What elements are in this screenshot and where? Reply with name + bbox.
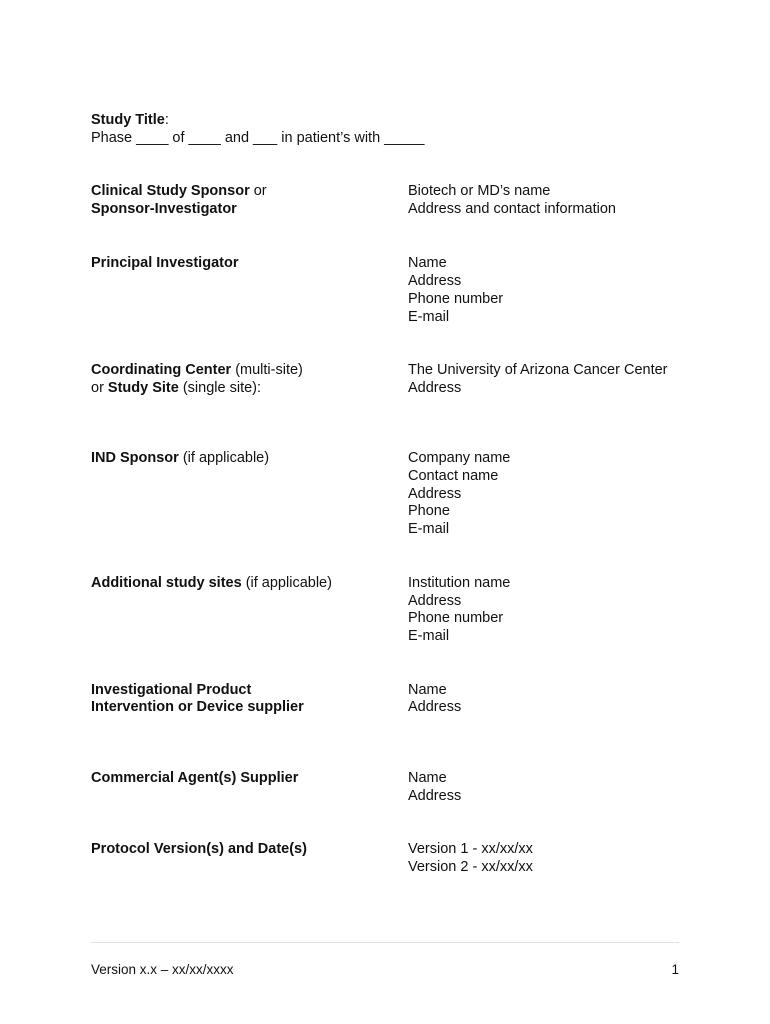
ind-label [91,449,269,467]
coord-label-pre-2: or [91,380,108,396]
sponsor-label-line-1 [91,182,267,200]
ind-label-bold: IND Sponsor [91,450,179,466]
coord-label-rest-1: (multi-site) [231,362,303,378]
study-phase-line: Phase ____ of ____ and ___ in patient’s with _____ [91,130,425,146]
pi-value-address: Address [408,273,462,289]
protocol-label-bold: Protocol Version(s) and Date(s) [91,841,307,857]
ind-value-address: Address [408,486,462,502]
product-value-address: Address [408,699,462,715]
coord-label-line-2 [91,379,261,397]
pi-value-phone: Phone number [408,291,504,307]
agent-value-address: Address [408,788,462,804]
sites-label-bold: Additional study sites [91,575,242,591]
sponsor-label-bold-1: Clinical Study Sponsor [91,183,250,199]
ind-value-email: E-mail [408,521,450,537]
study-title-colon: : [164,112,169,128]
sites-label-rest: (if applicable) [241,575,332,591]
agent-label [91,769,298,787]
product-label-line-2 [91,698,304,716]
study-title-label: Study Title [91,112,165,128]
product-label-bold-1: Investigational Product [91,682,252,698]
sponsor-value-name: Biotech or MD’s name [408,183,551,199]
agent-label-bold: Commercial Agent(s) Supplier [91,770,299,786]
sponsor-label-rest-1: or [249,183,267,199]
coord-label-bold-1: Coordinating Center [91,362,232,378]
pi-label-bold: Principal Investigator [91,255,239,271]
sponsor-label-line-2 [91,200,237,218]
footer-version: Version x.x – xx/xx/xxxx [91,962,234,977]
coord-label-bold-2: Study Site [107,380,179,396]
coord-value-address: Address [408,380,462,396]
coord-value-institution: The University of Arizona Cancer Center [408,362,668,378]
protocol-label [91,840,307,858]
coord-label-line-1 [91,361,303,379]
protocol-value-version-2: Version 2 - xx/xx/xx [408,859,533,875]
sites-value-institution: Institution name [408,575,511,591]
pi-value-email: E-mail [408,309,450,325]
study-title-heading [91,111,169,129]
product-label-bold-2: Intervention or Device supplier [91,699,304,715]
sponsor-label-bold-2: Sponsor-Investigator [91,201,237,217]
ind-value-contact: Contact name [408,468,499,484]
pi-label [91,254,238,272]
product-value-name: Name [408,682,447,698]
product-label-line-1 [91,681,251,699]
sites-label [91,574,332,592]
protocol-value-version-1: Version 1 - xx/xx/xx [408,841,533,857]
footer-divider [91,942,679,943]
ind-label-rest: (if applicable) [178,450,270,466]
sponsor-value-address: Address and contact information [408,201,616,217]
ind-value-phone: Phone [408,503,450,519]
sites-value-email: E-mail [408,628,450,644]
sites-value-address: Address [408,593,462,609]
coord-label-rest-2: (single site): [178,380,262,396]
footer-page-number: 1 [671,962,679,977]
pi-value-name: Name [408,255,447,271]
ind-value-company: Company name [408,450,511,466]
agent-value-name: Name [408,770,447,786]
sites-value-phone: Phone number [408,610,504,626]
